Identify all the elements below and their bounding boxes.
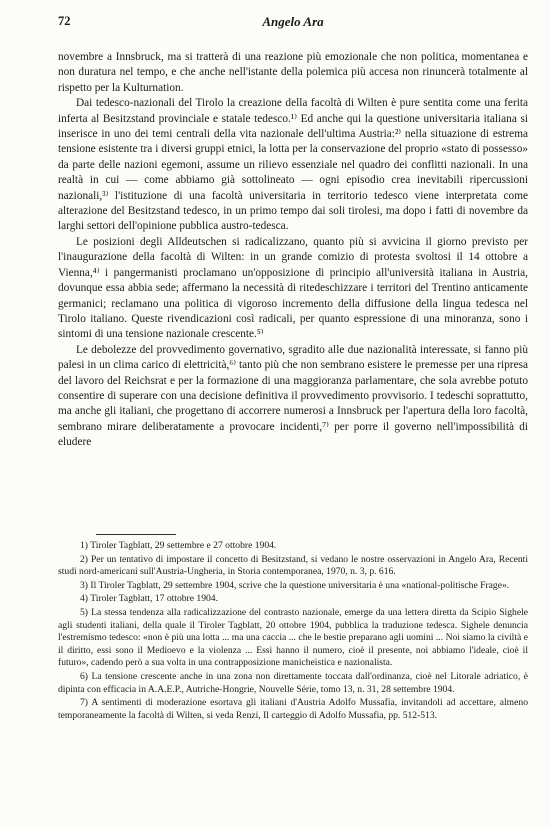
footnote: 1) Tiroler Tagblatt, 29 settembre e 27 ottobre 1904. (80, 540, 277, 551)
paragraph: Le debolezze del provvedimento governativo, sgradito alle due nazionalità interessate, si fanno più palesi in un clima carico di elettricità,⁶⁾ tanto più che non sembrano esistere le premesse per una ripresa del lavoro del Reichsrat e per la formazione di una maggioranza parlamentare, che sola avrebbe potuto consentire di superare con una decisione definitiva il provvedimento provvisorio. I tedeschi soprattutto, ma anche gli italiani, che progettano di accorrere numerosi a Innsbruck per l'apertura della loro facoltà, sembrano mirare deliberatamente a provocare incidenti,⁷⁾ per porre il governo nell'impossibilità di eludere (58, 343, 528, 449)
footnote: 5) La stessa tendenza alla radicalizzazione del contrasto nazionale, emerge da una lettera diretta da Scipio Sighele agli studenti italiani, della quale il Tiroler Tagblatt, 20 ottobre 1904, pubblica la traduzione tedesca. Sighele denuncia l'estremismo tedesco: «non è più una lotta ... ma una caccia ... che le bestie preparano agli uomini ... Noi siamo la civiltà e il diritto, essi sono il Medioevo e la violenza ... Essi hanno il numero, cioè il presente, noi abbiamo l'ideale, cioè il futuro», cadendo però a sua volta in una contrapposizione manicheistica e nazionalista. (58, 606, 528, 669)
paragraph: Dai tedesco-nazionali del Tirolo la creazione della facoltà di Wilten è pure sentita come una ferita inferta al Besitzstand provinciale e statale tedesco.¹⁾ Ed anche qui la questione universitaria italiana si inserisce in uno dei temi centrali della vita nazionale dell'ultima Austria:²⁾ nella situazione di estrema tensione esistente tra i diversi gruppi etnici, la lotta per la conservazione del proprio «stato di possesso» da parte delle nazioni egemoni, assume un rilievo essenziale nel quadro dei conflitti nazionali. In una realtà in cui — come abbiamo già sottolineato — ogni episodio crea inevitabili ripercussioni nazionali,³⁾ l'istituzione di una facoltà universitaria in territorio tedesco viene interpretata come alterazione del Besitzstand tedesco, in un primo tempo dai soli tirolesi, ma dopo i fatti di novembre da larghi settori dell'opinione pubblica austro-tedesca. (58, 97, 528, 233)
footnote: 2) Per un tentativo di impostare il concetto di Besitzstand, si vedano le nostre osservazioni in Angelo Ara, Recenti studi nord-americani sull'Austria-Ungheria, in Storia contemporanea, 1970, n. 3, p. 616. (58, 553, 528, 578)
body-text (58, 50, 528, 451)
paragraph: Le posizioni degli Alldeutschen si radicalizzano, quanto più si avvicina il giorno previsto per l'inaugurazione della facoltà di Wilten: in un grande comizio di protesta svoltosi il 14 ottobre a Vienna,⁴⁾ i pangermanisti proclamano un'opposizione di principio all'università italiana in Austria, dovunque essa abbia sede; affermano la necessità di ritedeschizzare i territori del Trentino anticamente germanici; reclamano una politica di vigoroso incremento della diffusione della lingua tedesca nel Tirolo italiano. Queste rivendicazioni così radicali, per quanto espressione di una minoranza, sono i sintomi di una tensione nazionale crescente.⁵⁾ (58, 235, 528, 341)
paragraph: novembre a Innsbruck, ma si tratterà di una reazione più emozionale che non politica, momentanea e non duratura nel tempo, e che anche nell'istante della polemica più accesa non rinuncerà totalmente al rispetto per la Kulturnation. (58, 51, 528, 94)
footnote: 3) Il Tiroler Tagblatt, 29 settembre 1904, scrive che la questione universitaria è una «national-politische Frage». (80, 579, 510, 591)
page-number: 72 (58, 14, 71, 28)
page-header (58, 14, 528, 32)
footnote: 7) A sentimenti di moderazione esortava gli italiani d'Austria Adolfo Mussafia, invitandoli ad accettare, almeno temporaneamente la facoltà di Wilten, si veda Renzi, Il carteggio di Adolfo Mussafia, pp. 512-513. (58, 697, 528, 721)
footnote: 4) Tiroler Tagblatt, 17 ottobre 1904. (80, 593, 218, 605)
footnotes (58, 540, 528, 723)
footnote: 6) La tensione crescente anche in una zona non direttamente toccata dall'ordinanza, cioè nel Litorale adriatico, è dipinta con efficacia in A.A.E.P., Autriche-Hongrie, Nouvelle Série, tomo 13, n. 31, 28 settembre 1904. (58, 670, 528, 695)
footnote-separator (96, 534, 176, 535)
running-title: Angelo Ara (262, 14, 324, 29)
